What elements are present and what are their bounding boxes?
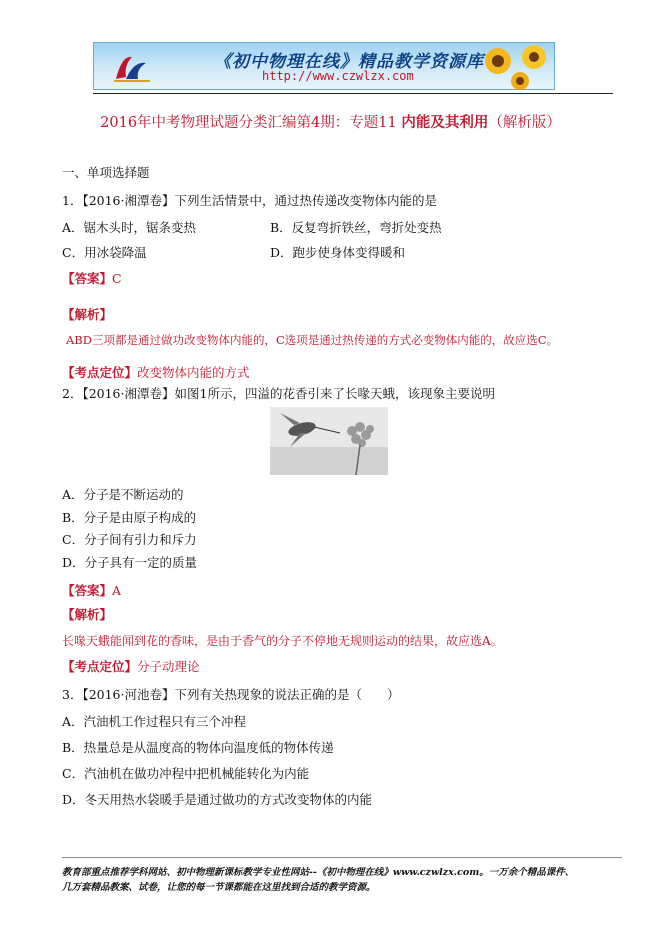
footer-line-1: 教育部重点推荐学科网站、初中物理新课标教学专业性网站--《初中物理在线》www.czwlzx.com。一万余个精品课件、 xyxy=(62,867,575,878)
answer-label: 【答案】 xyxy=(62,271,113,286)
point-value: 改变物体内能的方式 xyxy=(137,365,250,380)
question-2-option-d: D．分子具有一定的质量 xyxy=(62,555,198,570)
answer-value: C xyxy=(112,271,122,286)
question-1-point xyxy=(62,363,250,381)
moth-flower-figure xyxy=(270,407,388,475)
header-rule xyxy=(93,93,613,94)
question-2-point xyxy=(62,657,200,675)
question-2-analysis-label: 【解析】 xyxy=(62,607,113,622)
title-topic: 内能及其利用 xyxy=(401,114,489,131)
question-3-option-a: A．汽油机工作过程只有三个冲程 xyxy=(62,714,247,729)
question-2-option-b: B．分子是由原子构成的 xyxy=(62,510,197,525)
document-title xyxy=(40,111,621,132)
question-3-stem: 3．【2016·河池卷】下列有关热现象的说法正确的是（ ） xyxy=(62,687,400,702)
banner-url: http://www.czwlzx.com xyxy=(262,69,414,83)
question-2-stem: 2．【2016·湘潭卷】如图1所示，四溢的花香引来了长喙天蛾，该现象主要说明 xyxy=(62,386,495,401)
answer-value: A xyxy=(112,583,122,598)
point-value: 分子动理论 xyxy=(137,659,200,674)
question-3-option-d: D．冬天用热水袋暖手是通过做功的方式改变物体的内能 xyxy=(62,792,373,807)
question-3-option-b: B．热量总是从温度高的物体向温度低的物体传递 xyxy=(62,740,334,755)
question-1-option-a: A．锯木头时，锯条变热 xyxy=(62,220,197,235)
question-2-option-c: C．分子间有引力和斥力 xyxy=(62,532,197,547)
question-3-option-c: C．汽油机在做功冲程中把机械能转化为内能 xyxy=(62,766,310,781)
sunflower-icon xyxy=(476,43,554,89)
banner-title: 《初中物理在线》精品教学资源库 xyxy=(214,52,484,72)
question-1-option-b: B．反复弯折铁丝，弯折处变热 xyxy=(270,220,442,235)
question-1-option-c: C．用冰袋降温 xyxy=(62,245,147,260)
question-2-analysis: 长喙天蛾能闻到花的香味，是由于香气的分子不停地无规则运动的结果，故应选A。 xyxy=(62,634,503,648)
section-heading: 一、单项选择题 xyxy=(62,165,150,180)
title-prefix: 2016年中考物理试题分类汇编第4期：专题11 xyxy=(100,115,402,131)
question-2-answer xyxy=(62,581,121,599)
logo-icon xyxy=(112,51,152,83)
point-label: 【考点定位】 xyxy=(62,659,138,674)
answer-label: 【答案】 xyxy=(62,583,113,598)
question-1-answer xyxy=(62,269,122,287)
point-label: 【考点定位】 xyxy=(62,365,138,380)
footer-line-2: 几万套精品教案、试卷，让您的每一节课都能在这里找到合适的教学资源。 xyxy=(62,882,376,893)
header-banner xyxy=(93,42,555,90)
question-2-option-a: A．分子是不断运动的 xyxy=(62,487,184,502)
question-1-analysis: ABD三项都是通过做功改变物体内能的，C选项是通过热传递的方式必变物体内能的，故应选C。 xyxy=(66,333,559,347)
footer-rule xyxy=(62,857,622,858)
question-1-option-d: D．跑步使身体变得暖和 xyxy=(270,245,406,260)
question-1-stem: 1．【2016·湘潭卷】下列生活情景中，通过热传递改变物体内能的是 xyxy=(62,193,437,208)
title-suffix: （解析版） xyxy=(488,115,561,131)
question-1-analysis-label: 【解析】 xyxy=(62,307,113,322)
